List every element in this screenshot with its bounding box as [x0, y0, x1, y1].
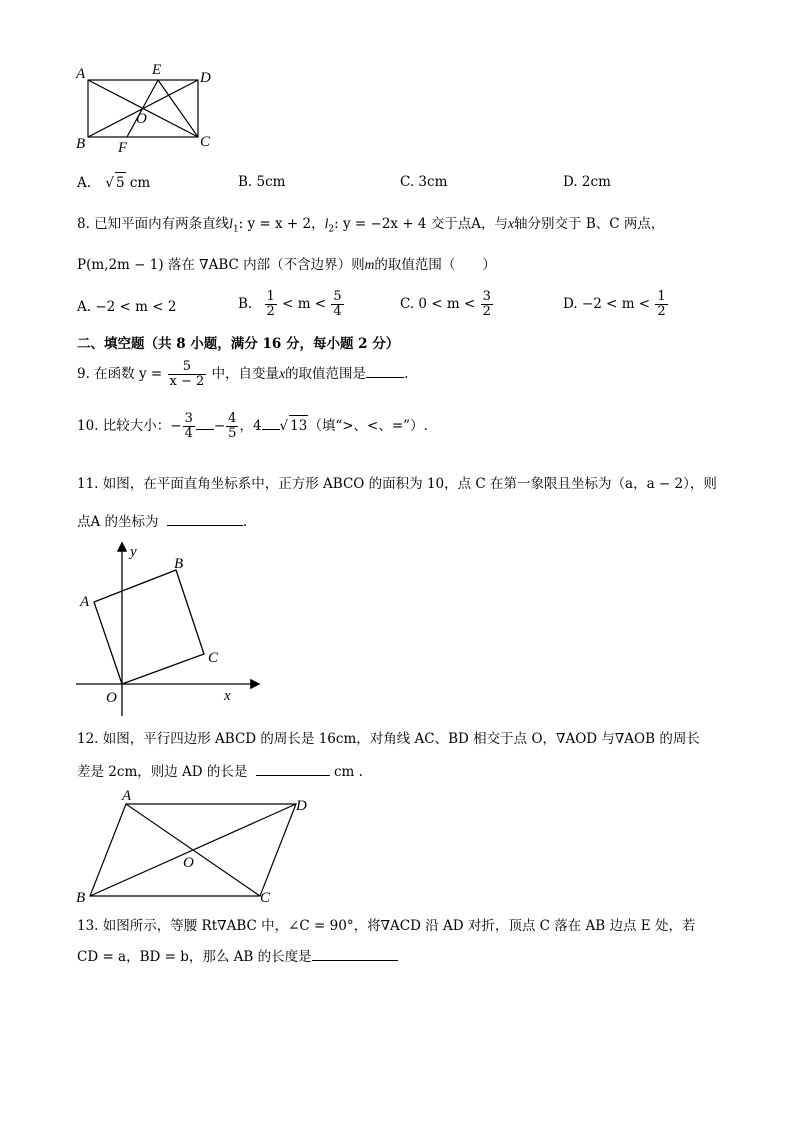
label-O: O: [183, 855, 194, 871]
q7-a-prefix: A.: [77, 175, 92, 191]
q10-blank-1[interactable]: [196, 415, 214, 430]
q11-text: 点A 的坐标为: [77, 514, 159, 530]
figure-q12-parallelogram: [70, 786, 320, 908]
label-A: A: [122, 788, 132, 804]
q8-c-den: 2: [482, 304, 491, 319]
q8-option-b: [238, 290, 345, 326]
label-E: E: [152, 62, 162, 78]
q10-radicand: 13: [289, 415, 308, 436]
label-A: A: [80, 594, 90, 610]
q13-line2: [77, 946, 398, 967]
q11-line2: [77, 511, 247, 532]
q7-option-b: B. 5cm: [238, 174, 286, 190]
q10: 10. 比较大小：− $\frac{3}{4}$ − $\frac{4}{5}$ ，4 √ 13（填“>、<、=”）.: [77, 411, 428, 441]
q12-line1: 12. 如图，平行四边形 ABCD 的周长是 16cm，对角线 AC、BD 相交于点 O，∇AOD 与∇AOB 的周长: [77, 731, 700, 747]
q8-text-2: 轴分别交于 B、C 两点，: [514, 216, 665, 232]
q10-mid2: ，4: [239, 418, 262, 434]
q7-option-a: A. √ 5 cm: [77, 172, 150, 193]
q8-d-den: 2: [657, 304, 666, 319]
q13-text: CD = a，BD = b，那么 AB 的长度是: [77, 949, 312, 965]
q8-option-d: [563, 290, 669, 326]
q8-text-3: P(m,2m − 1) 落在 ∇ABC 内部（不含边界）则: [77, 257, 365, 273]
q10-den2: 5: [228, 426, 237, 441]
q12-end: cm .: [334, 764, 363, 780]
q8-b-num: 1: [266, 289, 275, 304]
label-C: C: [260, 890, 271, 906]
q8-l2: l: [324, 216, 329, 231]
q8-line2: [77, 255, 496, 275]
q8-mvar: m: [364, 257, 375, 272]
q10-mid: −: [213, 418, 226, 434]
q8-option-a: A. −2 < m < 2: [77, 299, 177, 315]
q9-den: x − 2: [169, 374, 205, 389]
q12-answer-blank[interactable]: [256, 761, 330, 776]
label-C: C: [208, 650, 219, 666]
q10-post: （填“>、<、=”）.: [308, 418, 428, 434]
q7-a-radicand: 5: [115, 172, 126, 193]
label-A: A: [76, 66, 86, 82]
label-D: D: [200, 70, 211, 86]
label-B: B: [76, 136, 86, 152]
label-O: O: [136, 111, 147, 127]
q8-d-prefix: D. −2 < m <: [563, 296, 651, 312]
label-y: y: [130, 544, 137, 560]
q8-option-c: [400, 290, 494, 326]
q8-eq2: : y = −2x + 4 交于点A，与: [334, 216, 509, 232]
q11-end: .: [242, 514, 248, 530]
label-D: D: [296, 798, 307, 814]
label-F: F: [118, 140, 128, 156]
figure-q11-square: [70, 538, 270, 718]
q9-xvar: x: [279, 366, 286, 381]
q9-post2: 的取值范围是: [285, 366, 367, 382]
square-abco: [94, 570, 204, 684]
q8-b-den2: 4: [333, 304, 342, 319]
q7-a-unit: cm: [129, 175, 151, 191]
section-heading: 二、填空题（共 8 小题，满分 16 分，每小题 2 分）: [77, 336, 400, 352]
label-B: B: [174, 556, 184, 572]
q8-b-prefix: B.: [238, 296, 253, 312]
label-B: B: [76, 890, 86, 906]
figure-q7-rectangle: [70, 60, 230, 160]
label-x: x: [224, 688, 231, 704]
q10-num2: 4: [228, 411, 237, 426]
q9-post: 中，自变量: [211, 366, 280, 382]
q9: [77, 360, 408, 396]
q9-num: 5: [168, 360, 207, 375]
q8-b-den: 2: [266, 304, 275, 319]
q8-text-1: 8. 已知平面内有两条直线: [77, 216, 230, 232]
q12-text: 差是 2cm，则边 AD 的长是: [77, 764, 248, 780]
q11-line1: 11. 如图，在平面直角坐标系中，正方形 ABCO 的面积为 10，点 C 在第一象限且坐标为（a，a − 2），则: [77, 476, 717, 492]
q7-option-c: C. 3cm: [400, 174, 448, 190]
q8-l1: l: [229, 216, 233, 231]
q13-line1: 13. 如图所示，等腰 Rt∇ABC 中，∠C = 90°，将∇ACD 沿 AD 对折，顶点 C 落在 AB 边点 E 处，若: [77, 918, 696, 934]
q8-text-4: 的取值范围（ ）: [374, 257, 496, 273]
q7-option-d: D. 2cm: [563, 174, 611, 190]
q11-answer-blank[interactable]: [167, 511, 243, 526]
q10-den1: 4: [184, 426, 193, 441]
q8-xvar: x: [508, 216, 515, 231]
label-C: C: [200, 134, 211, 150]
q10-blank-2[interactable]: [262, 415, 280, 430]
q10-prefix: 10. 比较大小：−: [77, 418, 182, 434]
q8-c-num: 3: [482, 289, 491, 304]
q8-b-num2: 5: [333, 289, 342, 304]
label-O: O: [106, 690, 117, 706]
q9-prefix: 9. 在函数 y =: [77, 366, 163, 382]
q9-answer-blank[interactable]: [366, 363, 404, 378]
q8-d-num: 1: [657, 289, 666, 304]
q13-answer-blank[interactable]: [312, 946, 398, 961]
q8-c-prefix: C. 0 < m <: [400, 296, 476, 312]
q8-line1: 8. 已知平面内有两条直线$l_1$: y = x + 2，$l_2$: y = −2x + 4 交于点A，与x轴分别交于 B、C 两点，: [77, 216, 665, 235]
q10-num1: 3: [184, 411, 193, 426]
q8-b-mid: < m <: [282, 296, 327, 312]
q12-line2: [77, 761, 363, 782]
q8-eq1: : y = x + 2，: [238, 216, 325, 232]
q9-end: .: [404, 366, 409, 382]
